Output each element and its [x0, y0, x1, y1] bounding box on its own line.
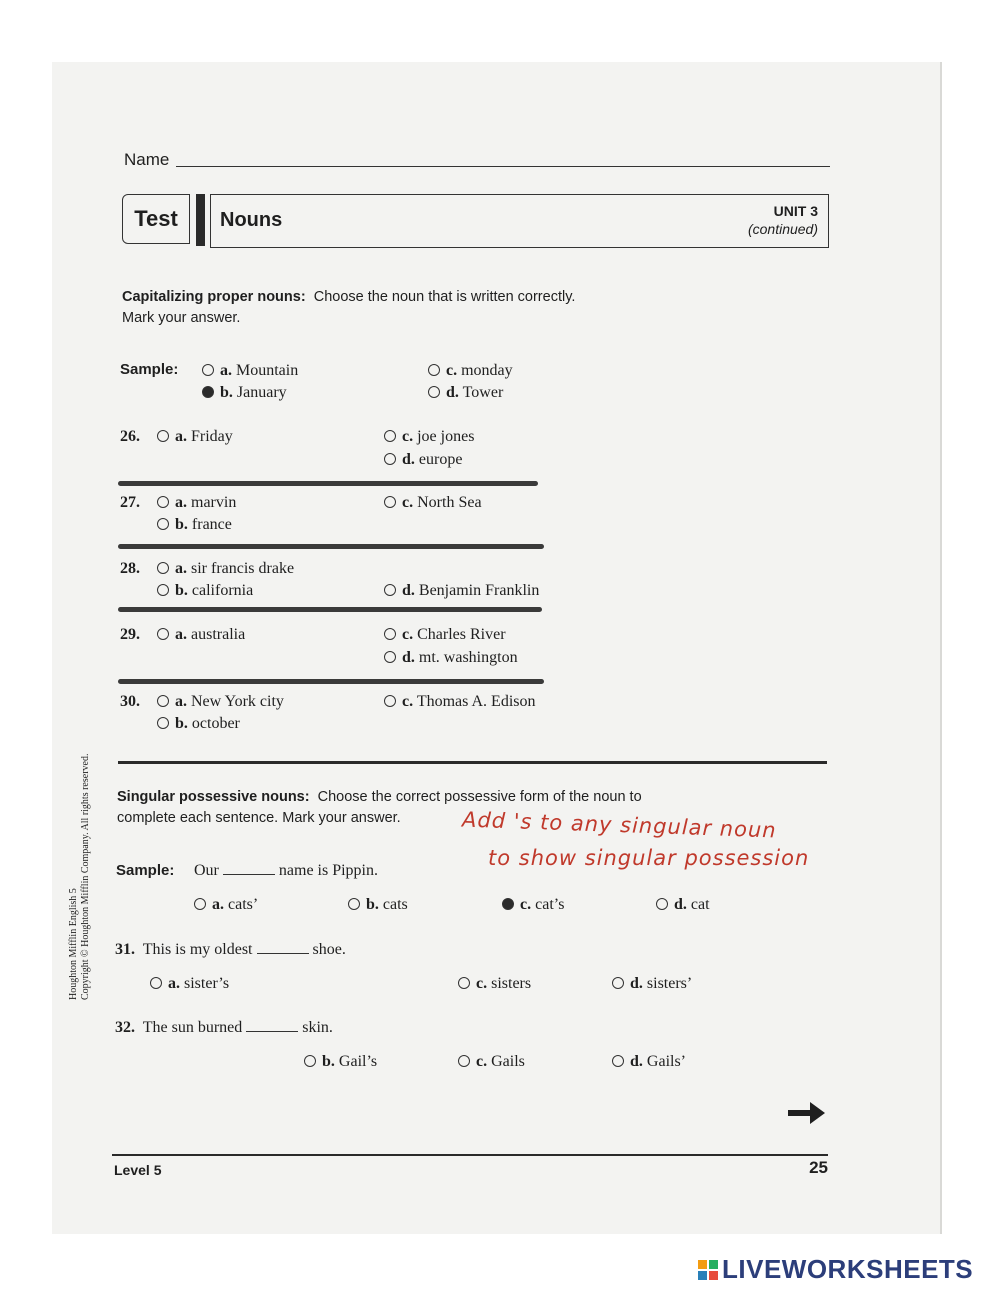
sample2-label: Sample: [116, 862, 175, 879]
q29-option-d[interactable]: d. mt. washington [384, 649, 518, 667]
answer-bubble-icon[interactable] [458, 977, 470, 989]
q28-option-b[interactable]: b. california [157, 582, 253, 600]
level-label: Level 5 [114, 1162, 162, 1178]
section2-heading-text: Choose the correct possessive form of the noun to [317, 789, 642, 805]
filled-bubble-icon[interactable] [502, 898, 514, 910]
answer-bubble-icon[interactable] [157, 717, 169, 729]
answer-bubble-icon[interactable] [656, 898, 668, 910]
q27-option-c[interactable]: c. North Sea [384, 494, 482, 512]
question-separator [118, 481, 538, 486]
section1-heading-text: Choose the noun that is written correctly. [313, 289, 576, 305]
question-separator [118, 679, 544, 684]
answer-bubble-icon[interactable] [157, 430, 169, 442]
sample-label: Sample: [120, 361, 179, 378]
name-label: Name [124, 150, 170, 169]
answer-bubble-icon[interactable] [384, 651, 396, 663]
copyright-credit: Houghton Mifflin English 5 Copyright © Houghton Mifflin Company. All rights reserved. [68, 753, 91, 1000]
q32-option-b[interactable]: b. Gail’s [304, 1053, 377, 1071]
q30-option-c[interactable]: c. Thomas A. Edison [384, 693, 536, 711]
q26-option-d[interactable]: d. europe [384, 451, 462, 469]
q28-option-a[interactable]: a. sir francis drake [157, 560, 294, 578]
handwritten-note-line1: Add 's to any singular noun [461, 807, 777, 843]
answer-bubble-icon[interactable] [612, 977, 624, 989]
answer-bubble-icon[interactable] [384, 584, 396, 596]
brand-name: LIVEWORKSHEETS [722, 1254, 974, 1284]
liveworksheets-brand[interactable] [698, 1254, 973, 1285]
sample2-option-c[interactable]: c. cat’s [502, 896, 564, 914]
answer-bubble-icon[interactable] [384, 628, 396, 640]
section1-heading-bold: Capitalizing proper nouns: [122, 289, 306, 305]
answer-bubble-icon[interactable] [458, 1055, 470, 1067]
answer-bubble-icon[interactable] [304, 1055, 316, 1067]
q29-option-a[interactable]: a. australia [157, 626, 245, 644]
question-30: 30. [120, 693, 140, 710]
answer-bubble-icon[interactable] [157, 518, 169, 530]
answer-bubble-icon[interactable] [384, 496, 396, 508]
section2-heading-bold: Singular possessive nouns: [117, 789, 310, 805]
q29-option-c[interactable]: c. Charles River [384, 626, 506, 644]
liveworksheets-logo-icon [698, 1260, 718, 1280]
header-divider-bar [196, 194, 205, 246]
sample-option-d[interactable]: d. Tower [428, 384, 503, 402]
page-title: Nouns [220, 209, 283, 231]
q26-option-a[interactable]: a. Friday [157, 428, 233, 446]
answer-blank [246, 1031, 298, 1032]
answer-bubble-icon[interactable] [384, 430, 396, 442]
answer-bubble-icon[interactable] [384, 695, 396, 707]
answer-bubble-icon[interactable] [157, 562, 169, 574]
answer-blank [223, 874, 275, 875]
answer-bubble-icon[interactable] [157, 584, 169, 596]
next-page-arrow-icon[interactable] [788, 1100, 826, 1131]
answer-bubble-icon[interactable] [384, 453, 396, 465]
page-number: 25 [809, 1158, 828, 1177]
q31-option-c[interactable]: c. sisters [458, 975, 531, 993]
q27-option-b[interactable]: b. france [157, 516, 232, 534]
section1-heading [122, 287, 762, 329]
question-28: 28. [120, 560, 140, 577]
section-divider [118, 761, 827, 764]
answer-bubble-icon[interactable] [150, 977, 162, 989]
sample2-option-b[interactable]: b. cats [348, 896, 408, 914]
question-separator [118, 544, 544, 549]
q31-option-a[interactable]: a. sister’s [150, 975, 229, 993]
question-separator [118, 607, 542, 612]
answer-blank [257, 953, 309, 954]
sample-option-a[interactable]: a. Mountain [202, 362, 298, 380]
continued-label: (continued) [747, 221, 818, 237]
answer-bubble-icon[interactable] [428, 364, 440, 376]
footer-rule [112, 1154, 828, 1156]
answer-bubble-icon[interactable] [194, 898, 206, 910]
answer-bubble-icon[interactable] [612, 1055, 624, 1067]
question-31: 31. This is my oldest shoe. [115, 941, 346, 958]
q30-option-a[interactable]: a. New York city [157, 693, 284, 711]
answer-bubble-icon[interactable] [202, 364, 214, 376]
sample2-option-d[interactable]: d. cat [656, 896, 710, 914]
q26-option-c[interactable]: c. joe jones [384, 428, 474, 446]
q27-option-a[interactable]: a. marvin [157, 494, 236, 512]
question-32: 32. The sun burned skin. [115, 1019, 333, 1036]
q32-option-d[interactable]: d. Gails’ [612, 1053, 686, 1071]
q32-option-c[interactable]: c. Gails [458, 1053, 525, 1071]
sample2-sentence: Our name is Pippin. [194, 862, 378, 879]
name-input-line[interactable] [176, 166, 830, 167]
filled-bubble-icon[interactable] [202, 386, 214, 398]
answer-bubble-icon[interactable] [157, 695, 169, 707]
answer-bubble-icon[interactable] [348, 898, 360, 910]
sample-option-c[interactable]: c. monday [428, 362, 513, 380]
answer-bubble-icon[interactable] [157, 628, 169, 640]
answer-bubble-icon[interactable] [428, 386, 440, 398]
handwritten-note-line2: to show singular possession [488, 846, 810, 870]
unit-label: UNIT 3 [773, 203, 818, 219]
q28-option-d[interactable]: d. Benjamin Franklin [384, 582, 539, 600]
question-27: 27. [120, 494, 140, 511]
question-26: 26. [120, 428, 140, 445]
sample2-option-a[interactable]: a. cats’ [194, 896, 258, 914]
sample-option-b[interactable]: b. January [202, 384, 287, 402]
q31-option-d[interactable]: d. sisters’ [612, 975, 692, 993]
question-29: 29. [120, 626, 140, 643]
paper-edge [940, 62, 942, 1234]
test-label: Test [122, 194, 190, 244]
section1-heading-line2: Mark your answer. [122, 310, 241, 326]
answer-bubble-icon[interactable] [157, 496, 169, 508]
q30-option-b[interactable]: b. october [157, 715, 240, 733]
section2-heading-line2: complete each sentence. Mark your answer. [117, 810, 401, 826]
